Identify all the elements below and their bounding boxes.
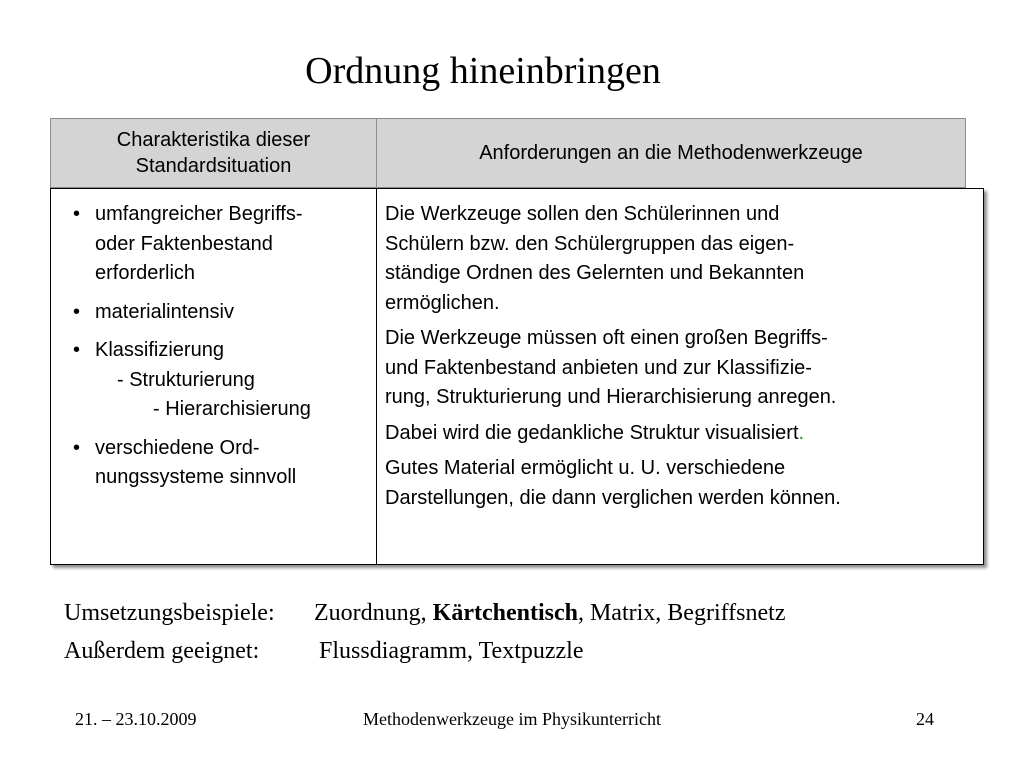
footer-date: 21. – 23.10.2009	[75, 709, 197, 729]
list-item-line: nungssysteme sinnvoll	[95, 466, 297, 488]
characteristics-list	[71, 200, 366, 493]
bullet-icon: •	[73, 436, 81, 459]
footer-page-number: 24	[916, 709, 934, 729]
paragraph-line: Darstellungen, die dann verglichen werden können.	[385, 486, 841, 509]
header-left-line: Standardsituation	[135, 155, 292, 177]
list-item	[71, 336, 366, 425]
sub-item-hierarchy: - Hierarchisierung	[153, 398, 311, 420]
table-header-requirements	[376, 118, 966, 188]
table-body	[50, 188, 984, 565]
list-item	[71, 298, 366, 328]
paragraph-line: Die Werkzeuge sollen den Schülerinnen und	[385, 203, 780, 225]
list-item-line: umfangreicher Begriffs-	[95, 203, 303, 225]
paragraph-line: Gutes Material ermöglicht u. U. verschiedene	[385, 457, 786, 479]
bullet-icon: •	[73, 203, 81, 225]
paragraph-line: Dabei wird die gedankliche Struktur visualisiert	[385, 421, 799, 444]
requirement-paragraph	[385, 324, 969, 413]
header-left-line: Charakteristika dieser	[116, 129, 311, 151]
list-item-line: erforderlich	[95, 262, 196, 284]
examples-value-bold: Kärtchentisch	[432, 600, 578, 626]
also-suitable-label: Außerdem geeignet:	[64, 638, 260, 664]
list-item-line: oder Faktenbestand	[95, 232, 273, 255]
sub-item-structuring: - Strukturierung	[117, 368, 255, 391]
examples-value-part: , Matrix, Begriffsnetz	[577, 600, 786, 626]
examples-section	[64, 594, 785, 670]
also-suitable-row	[64, 632, 785, 670]
paragraph-line: und Faktenbestand anbieten und zur Klassifizie-	[385, 356, 812, 379]
list-item-line: Klassifizierung	[95, 339, 224, 361]
paragraph-line: Die Werkzeuge müssen oft einen großen Begriffs-	[385, 327, 828, 349]
bullet-icon: •	[73, 300, 81, 323]
slide-title: Ordnung hineinbringen	[305, 50, 661, 92]
examples-value-part: Zuordnung,	[314, 600, 433, 626]
list-item	[71, 434, 366, 493]
paragraph-line: Schülern bzw. den Schülergruppen das eigen-	[385, 232, 795, 255]
paragraph-line: rung, Strukturierung und Hierarchisierung anregen.	[385, 386, 837, 408]
paragraph-line: ermöglichen.	[385, 291, 500, 314]
requirement-paragraph	[385, 419, 969, 449]
footer-title: Methodenwerkzeuge im Physikunterricht	[363, 709, 661, 729]
header-right-label: Anforderungen an die Methodenwerkzeuge	[479, 142, 863, 164]
list-item-line: materialintensiv	[95, 300, 234, 323]
paragraph-line: ständige Ordnen des Gelernten und Bekannten	[385, 262, 805, 284]
paragraph-period: .	[798, 421, 805, 444]
characteristics-cell	[51, 189, 377, 564]
requirements-cell	[377, 189, 983, 564]
examples-label: Umsetzungsbeispiele:	[64, 600, 275, 626]
table-header-characteristics	[50, 118, 377, 188]
also-suitable-value: Flussdiagramm, Textpuzzle	[319, 638, 584, 664]
examples-value	[314, 594, 785, 632]
list-item-line: verschiedene Ord-	[95, 436, 260, 459]
bullet-icon: •	[73, 339, 81, 361]
requirement-paragraph	[385, 454, 969, 513]
examples-row	[64, 594, 785, 632]
requirement-paragraph	[385, 200, 969, 318]
list-item	[71, 200, 366, 289]
